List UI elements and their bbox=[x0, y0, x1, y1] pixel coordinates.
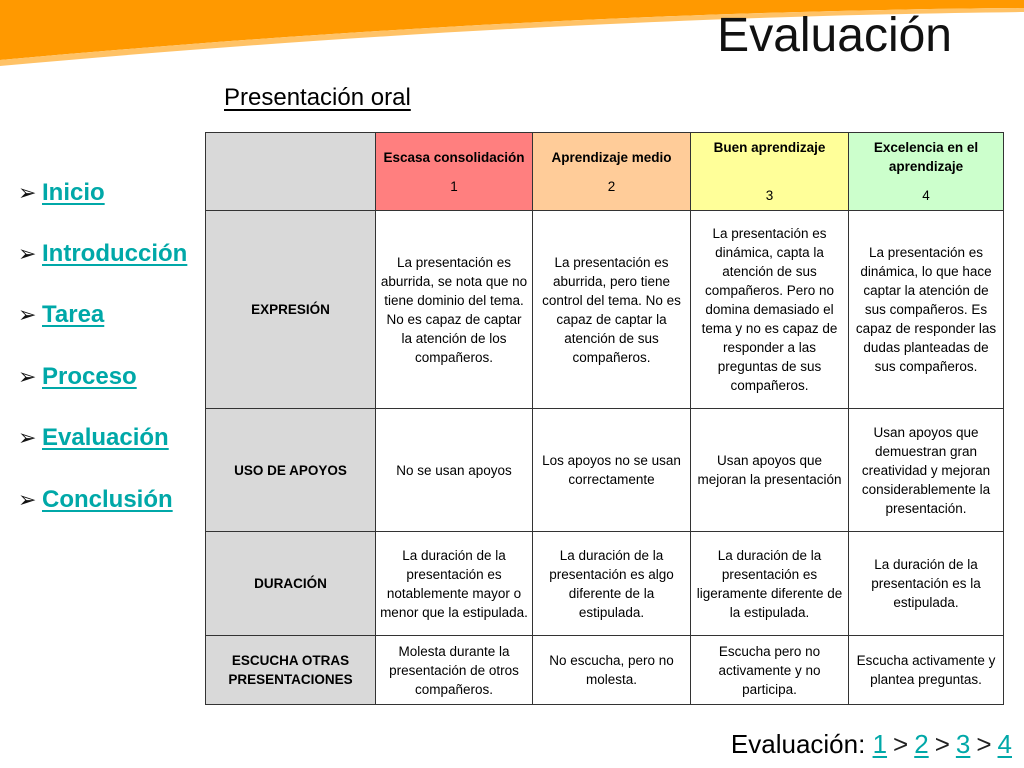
arrow-bullet-icon: ➢ bbox=[18, 241, 37, 267]
rubric-header-row bbox=[206, 133, 1004, 211]
nav-link-introduccion[interactable]: Introducción bbox=[42, 240, 188, 268]
level-label: Buen aprendizaje bbox=[713, 140, 826, 155]
rubric-cell: La duración de la presentación es ligeramente diferente de la estipulada. bbox=[691, 532, 849, 636]
arrow-bullet-icon: ➢ bbox=[18, 363, 37, 389]
rubric-cell: Usan apoyos que mejoran la presentación bbox=[691, 409, 849, 532]
rubric-cell: La duración de la presentación es la estipulada. bbox=[849, 532, 1004, 636]
arrow-bullet-icon: ➢ bbox=[18, 302, 37, 328]
page-separator: > bbox=[976, 729, 992, 759]
page-navigation-label: Evaluación: bbox=[730, 729, 866, 759]
level-label: Excelencia en el aprendizaje bbox=[873, 140, 979, 174]
level-number: 1 bbox=[450, 178, 458, 194]
criterion-label: EXPRESIÓN bbox=[206, 211, 376, 409]
criterion-label: USO DE APOYOS bbox=[206, 409, 376, 532]
rubric-cell: La presentación es aburrida, se nota que no tiene dominio del tema. No es capaz de captar la atención de los compañeros. bbox=[376, 211, 533, 409]
level-number: 4 bbox=[922, 188, 930, 203]
sidebar-nav bbox=[18, 162, 187, 530]
nav-item-evaluacion bbox=[18, 408, 187, 469]
rubric-row-escucha bbox=[206, 636, 1004, 705]
page-navigation bbox=[731, 729, 1012, 760]
level-header-3 bbox=[691, 133, 849, 211]
level-label: Aprendizaje medio bbox=[551, 149, 672, 165]
level-label: Escasa consolidación bbox=[383, 149, 525, 165]
criterion-label: ESCUCHA OTRAS PRESENTACIONES bbox=[206, 636, 376, 705]
nav-link-conclusion[interactable]: Conclusión bbox=[42, 485, 173, 513]
rubric-cell: La duración de la presentación es notablemente mayor o menor que la estipulada. bbox=[376, 532, 533, 636]
page-link-1[interactable]: 1 bbox=[872, 729, 888, 759]
arrow-bullet-icon: ➢ bbox=[18, 179, 37, 205]
page-link-3[interactable]: 3 bbox=[955, 729, 971, 759]
nav-link-tarea[interactable]: Tarea bbox=[42, 301, 105, 329]
rubric-cell: Escucha pero no activamente y no participa. bbox=[691, 636, 849, 705]
page-separator: > bbox=[893, 729, 909, 759]
level-number: 2 bbox=[607, 178, 616, 194]
nav-item-tarea bbox=[18, 285, 187, 346]
nav-item-introduccion bbox=[18, 223, 187, 284]
rubric-cell: Usan apoyos que demuestran gran creatividad y mejoran considerablemente la presentación. bbox=[849, 409, 1004, 532]
rubric-cell: Molesta durante la presentación de otros compañeros. bbox=[376, 636, 533, 705]
rubric-row-expresion bbox=[206, 211, 1004, 409]
page-link-2[interactable]: 2 bbox=[914, 729, 929, 759]
rubric-cell: La presentación es dinámica, lo que hace captar la atención de sus compañeros. Es capaz de responder las dudas planteadas de sus compañeros. bbox=[849, 211, 1004, 409]
page-subtitle: Presentación oral bbox=[224, 84, 411, 111]
nav-item-proceso bbox=[18, 346, 187, 407]
rubric-corner-cell bbox=[206, 133, 376, 211]
rubric-row-duracion bbox=[206, 532, 1004, 636]
nav-item-inicio bbox=[18, 162, 187, 223]
page-link-4[interactable]: 4 bbox=[997, 729, 1012, 759]
nav-link-evaluacion[interactable]: Evaluación bbox=[42, 424, 169, 452]
level-number: 3 bbox=[765, 188, 774, 203]
rubric-cell: No se usan apoyos bbox=[376, 409, 533, 532]
level-header-4 bbox=[849, 133, 1004, 211]
rubric-table bbox=[205, 132, 1004, 705]
criterion-label: DURACIÓN bbox=[206, 532, 376, 636]
rubric-row-uso-de-apoyos bbox=[206, 409, 1004, 532]
rubric-cell: No escucha, pero no molesta. bbox=[533, 636, 691, 705]
rubric-cell: La presentación es dinámica, capta la atención de sus compañeros. Pero no domina demasiado el tema y no es capaz de responder a las preguntas de sus compañeros. bbox=[691, 211, 849, 409]
arrow-bullet-icon: ➢ bbox=[18, 425, 37, 451]
level-header-1 bbox=[376, 133, 533, 211]
nav-item-conclusion bbox=[18, 469, 187, 530]
nav-link-inicio[interactable]: Inicio bbox=[42, 178, 105, 206]
rubric-cell: La presentación es aburrida, pero tiene control del tema. No es capaz de captar la atención de sus compañeros. bbox=[533, 211, 691, 409]
arrow-bullet-icon: ➢ bbox=[18, 486, 37, 512]
level-header-2 bbox=[533, 133, 691, 211]
nav-link-proceso[interactable]: Proceso bbox=[42, 362, 137, 390]
page-title: Evaluación bbox=[717, 9, 952, 62]
rubric-cell: La duración de la presentación es algo diferente de la estipulada. bbox=[533, 532, 691, 636]
rubric-cell: Los apoyos no se usan correctamente bbox=[533, 409, 691, 532]
page-separator: > bbox=[934, 729, 950, 759]
rubric-cell: Escucha activamente y plantea preguntas. bbox=[849, 636, 1004, 705]
